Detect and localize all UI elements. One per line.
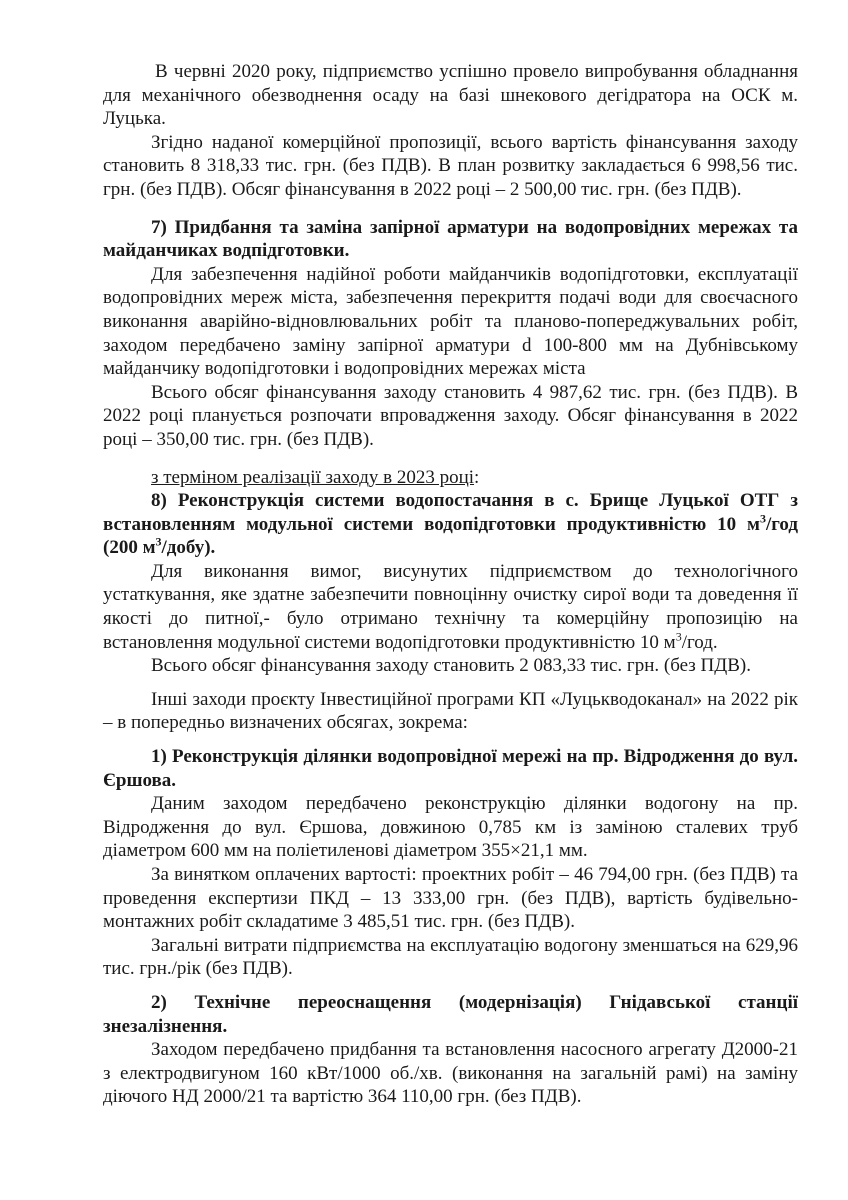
document-page: [103, 60, 798, 1109]
paragraph: Для забезпечення надійної роботи майданчиків водопідготовки, експлуатації водопровідних мереж міста, забезпечення перекриття подачі води для своєчасного виконання аварійно-відновлювальних робіт та планово-попереджувальних робіт, заходом передбачено заміну запірної арматури d 100-800 мм на Дубнівському майданчику водопідготовки і водопровідних мережах міста: [103, 263, 798, 380]
paragraph: Згідно наданої комерційної пропозиції, всього вартість фінансування заходу становить 8 318,33 тис. грн. (без ПДВ). В план розвитку закладається 6 998,56 тис. грн. (без ПДВ). Обсяг фінансування в 2022 році – 2 500,00 тис. грн. (без ПДВ).: [103, 131, 798, 200]
subheading-underlined: з терміном реалізації заходу в 2023 році: [151, 466, 475, 488]
heading-part: /добу).: [161, 537, 216, 559]
section-heading: 7) Придбання та заміна запірної арматури на водопровідних мережах та майданчиках водпідготовки.: [103, 216, 798, 262]
paragraph: Заходом передбачено придбання та встановлення насосного агрегату Д2000-21 з електродвигуном 160 кВт/1000 об./хв. (виконання на загальній рамі) на заміну діючого НД 2000/21 та вартістю 364 110,00 грн. (без ПДВ).: [103, 1039, 798, 1108]
paragraph: Загальні витрати підприємства на експлуатацію водогону зменшаться на 629,96 тис. грн./рік (без ПДВ).: [103, 934, 798, 980]
paragraph: [103, 560, 798, 654]
subheading-tail: :: [474, 466, 480, 488]
section-heading: 1) Реконструкція ділянки водопровідної мережі на пр. Відродження до вул. Єршова.: [103, 746, 798, 791]
paragraph: Всього обсяг фінансування заходу становить 4 987,62 тис. грн. (без ПДВ). В 2022 році планується розпочати впровадження заходу. Обсяг фінансування в 2022 році – 350,00 тис. грн. (без ПДВ).: [103, 381, 798, 450]
superscript: 3: [155, 534, 162, 549]
section-heading: [103, 489, 798, 560]
subheading: [103, 466, 798, 490]
superscript: 3: [760, 511, 766, 526]
heading-part: 8) Реконструкція системи водопостачання в с. Брище Луцької ОТГ з встановленням модульної системи водопідготовки продуктивністю 10 м: [103, 490, 798, 535]
superscript: 3: [675, 629, 682, 644]
section-heading: 2) Технічне переоснащення (модернізація) Гнідавської станції знезалізнення.: [103, 991, 798, 1037]
paragraph: Даним заходом передбачено реконструкцію ділянки водогону на пр. Відродження до вул. Єршова, довжиною 0,785 км із заміною сталевих труб діаметром 600 мм на поліетиленові діаметром 355×21,1 мм.: [103, 793, 798, 862]
paragraph: Інші заходи проєкту Інвестиційної програми КП «Луцькводоканал» на 2022 рік – в попередньо визначених обсягах, зокрема:: [103, 688, 798, 734]
paragraph: Всього обсяг фінансування заходу становить 2 083,33 тис. грн. (без ПДВ).: [151, 655, 751, 677]
paragraph: За винятком оплачених вартості: проектних робіт – 46 794,00 грн. (без ПДВ) та проведення експертизи ПКД – 13 333,00 грн. (без ПДВ), вартість будівельно-монтажних робіт складатиме 3 485,51 тис. грн. (без ПДВ).: [103, 864, 798, 933]
paragraph-part: Для виконання вимог, висунутих підприємством до технологічного устаткування, яке здатне забезпечити повноцінну очистку сирої води та доведення її якості до питної,- було отримано технічну та комерційну пропозицію на встановлення модульної системи водопідготовки продуктивністю 10 м: [103, 560, 798, 653]
heading-part: /год (200 м: [103, 513, 798, 559]
paragraph-part: /год.: [681, 631, 718, 653]
paragraph: В червні 2020 року, підприємство успішно провело випробування обладнання для механічного обезводнення осаду на базі шнекового дегідратора на ОСК м. Луцька.: [103, 61, 798, 130]
